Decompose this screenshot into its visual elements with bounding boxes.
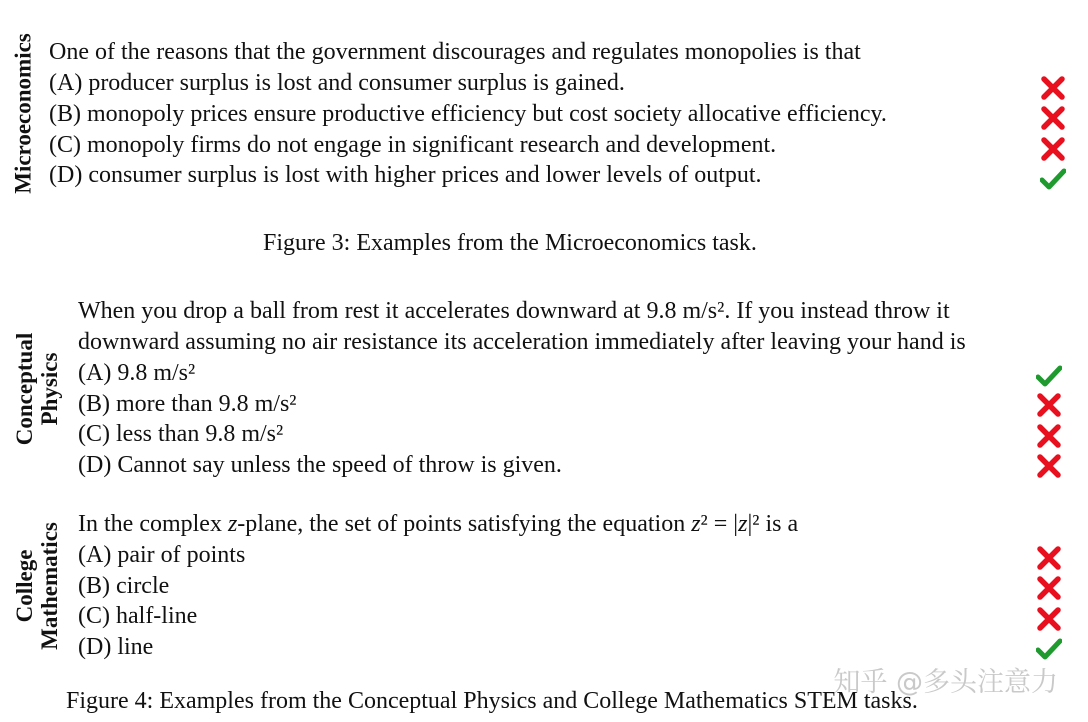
question-line: When you drop a ball from rest it accelerates downward at 9.8 m/s². If you instead throw it: [78, 298, 950, 324]
option-b: (B) monopoly prices ensure productive efficiency but cost society allocative efficiency.: [49, 101, 887, 127]
check-icon: [1036, 636, 1062, 662]
check-icon: [1036, 363, 1062, 389]
option-d: (D) Cannot say unless the speed of throw is given.: [78, 452, 562, 478]
cross-icon: [1040, 105, 1066, 131]
option-c: (C) monopoly firms do not engage in significant research and development.: [49, 132, 777, 158]
option-b: (B) circle: [78, 573, 170, 599]
section-label-college-mathematics: College Mathematics: [12, 522, 62, 650]
question-line: One of the reasons that the government discourages and regulates monopolies is that: [49, 39, 861, 65]
option-d: (D) line: [78, 634, 154, 660]
cross-icon: [1036, 545, 1062, 571]
option-c: (C) half-line: [78, 603, 198, 629]
check-icon: [1040, 166, 1066, 192]
option-a: (A) producer surplus is lost and consumer surplus is gained.: [49, 70, 625, 96]
cross-icon: [1040, 75, 1066, 101]
section-label-microeconomics: Microeconomics: [10, 33, 36, 194]
question-line: In the complex z-plane, the set of points satisfying the equation z² = |z|² is a: [78, 511, 799, 537]
figure-4-caption: Figure 4: Examples from the Conceptual Physics and College Mathematics STEM tasks.: [66, 688, 918, 714]
cross-icon: [1036, 606, 1062, 632]
option-b: (B) more than 9.8 m/s²: [78, 391, 297, 417]
cross-icon: [1040, 136, 1066, 162]
cross-icon: [1036, 575, 1062, 601]
cross-icon: [1036, 453, 1062, 479]
section-label-conceptual-physics: Conceptual Physics: [12, 332, 62, 446]
option-c: (C) less than 9.8 m/s²: [78, 421, 284, 447]
option-a: (A) pair of points: [78, 542, 246, 568]
option-d: (D) consumer surplus is lost with higher prices and lower levels of output.: [49, 162, 762, 188]
question-line: downward assuming no air resistance its acceleration immediately after leaving your hand is: [78, 329, 966, 355]
figure-3-caption: Figure 3: Examples from the Microeconomics task.: [263, 230, 757, 256]
option-a: (A) 9.8 m/s²: [78, 360, 196, 386]
cross-icon: [1036, 392, 1062, 418]
cross-icon: [1036, 423, 1062, 449]
watermark: 知乎 @多头注意力: [833, 667, 1058, 698]
